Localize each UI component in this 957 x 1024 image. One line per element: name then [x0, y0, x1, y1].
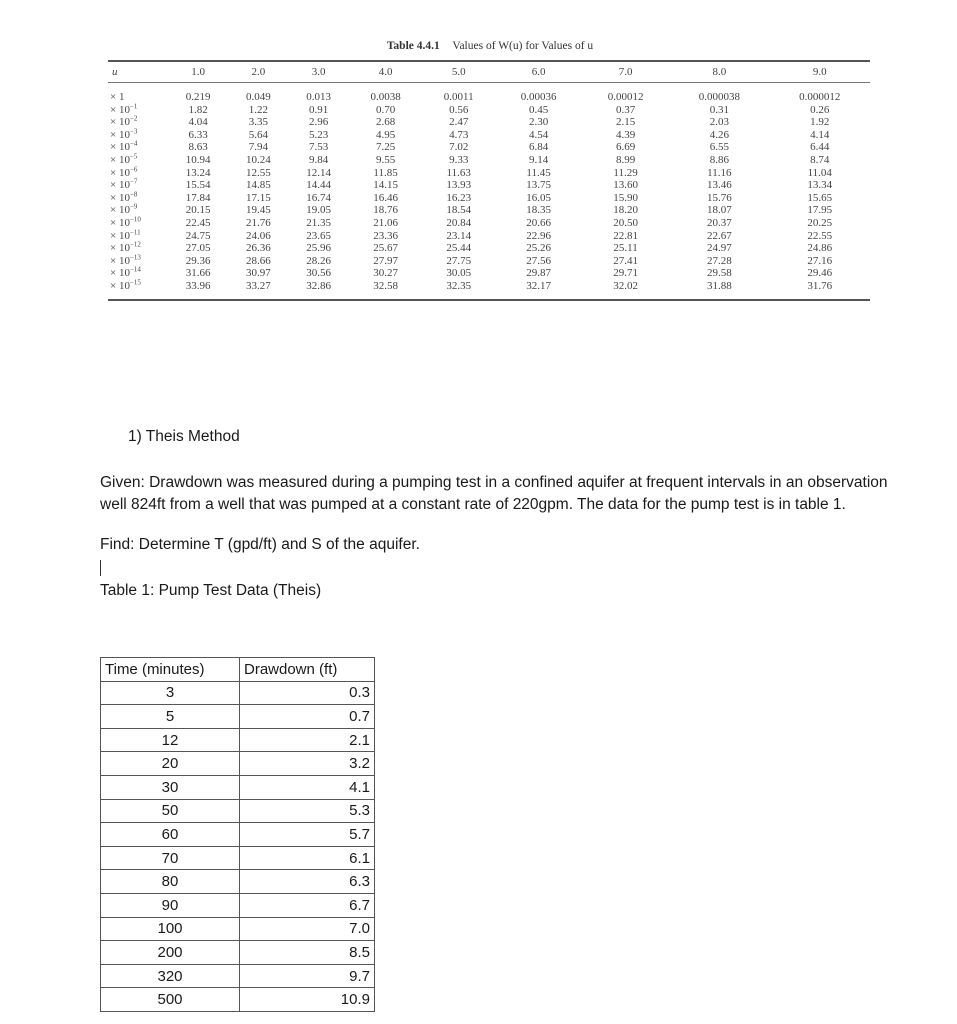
drawdown-cell: 6.1: [240, 846, 375, 870]
wu-value-cell: 4.54: [528, 128, 549, 141]
wu-u-factor-base: × 10: [110, 242, 130, 255]
wu-table-row: [108, 179, 870, 192]
wu-u-exponent: −10: [129, 215, 141, 224]
drawdown-cell: 5.7: [240, 823, 375, 847]
time-cell: 90: [101, 893, 240, 917]
wu-value-cell: 4.26: [709, 128, 729, 141]
wu-value-cell: 30.97: [246, 267, 271, 280]
wu-value-cell: 8.86: [709, 153, 729, 166]
wu-value-cell: 10.24: [246, 153, 271, 166]
wu-value-cell: 1.82: [188, 103, 208, 116]
wu-value-cell: 29.36: [185, 254, 211, 267]
pump-table-header-row: [101, 658, 375, 682]
time-cell: 320: [101, 964, 240, 988]
wu-value-cell: 22.55: [807, 229, 833, 242]
wu-u-factor: [108, 129, 168, 142]
wu-table-row: [108, 129, 870, 142]
problem-find: Find: Determine T (gpd/ft) and S of the aquifer.: [100, 536, 420, 553]
wu-table-row: [108, 204, 870, 217]
time-cell: 5: [101, 705, 240, 729]
wu-value-cell: 23.36: [373, 229, 398, 242]
wu-column-header: 8.0: [712, 66, 727, 78]
time-cell: 100: [101, 917, 240, 941]
wu-value-cell: 9.55: [375, 153, 396, 166]
wu-column-header: 1.0: [191, 66, 205, 78]
wu-value-cell: 20.50: [613, 216, 638, 229]
wu-value-cell: 1.92: [810, 116, 830, 129]
wu-value-cell: 25.67: [373, 242, 398, 255]
wu-value-cell: 27.16: [807, 254, 833, 267]
time-cell: 12: [101, 728, 240, 752]
wu-u-exponent: −6: [129, 164, 138, 173]
wu-value-cell: 27.56: [526, 254, 551, 267]
wu-u-exponent: −15: [129, 278, 141, 287]
drawdown-cell: 4.1: [240, 775, 375, 799]
wu-value-cell: 20.37: [706, 216, 732, 229]
wu-value-cell: 25.96: [306, 242, 331, 255]
wu-value-cell: 0.45: [528, 103, 549, 116]
wu-u-factor-base: × 1: [110, 91, 125, 103]
wu-value-cell: 2.96: [309, 116, 329, 129]
wu-value-cell: 6.33: [188, 128, 208, 141]
wu-value-cell: 0.70: [375, 103, 396, 116]
wu-u-factor-base: × 10: [110, 166, 130, 179]
wu-value-cell: 13.46: [706, 179, 732, 192]
wu-value-cell: 18.07: [706, 204, 732, 217]
pump-table-row: [101, 988, 375, 1012]
wu-table-row: [108, 141, 870, 154]
wu-value-cell: 27.97: [373, 254, 398, 267]
wu-value-cell: 27.75: [446, 254, 472, 267]
drawdown-cell: 9.7: [240, 964, 375, 988]
wu-value-cell: 6.44: [810, 141, 830, 154]
wu-u-factor-base: × 10: [110, 103, 130, 116]
wu-value-cell: 18.35: [526, 204, 551, 217]
time-cell: 30: [101, 775, 240, 799]
wu-value-cell: 27.05: [185, 242, 211, 255]
pump-table-row: [101, 893, 375, 917]
wu-value-cell: 4.14: [810, 128, 830, 141]
time-cell: 70: [101, 846, 240, 870]
wu-value-cell: 16.46: [373, 191, 398, 204]
wu-value-cell: 20.84: [446, 216, 472, 229]
wu-value-cell: 23.65: [306, 229, 331, 242]
wu-value-cell: 8.74: [810, 153, 830, 166]
wu-value-cell: 24.06: [246, 229, 271, 242]
wu-table-row: [108, 280, 870, 300]
wu-value-cell: 0.91: [309, 103, 329, 116]
wu-value-cell: 22.81: [613, 229, 638, 242]
wu-value-cell: 29.46: [807, 267, 833, 280]
wu-value-cell: 15.76: [706, 191, 732, 204]
wu-value-cell: 6.55: [709, 141, 729, 154]
drawdown-column-header: Drawdown (ft): [240, 658, 375, 682]
pump-table-row: [101, 917, 375, 941]
time-cell: 20: [101, 752, 240, 776]
wu-value-cell: 21.06: [373, 216, 398, 229]
wu-column-header: 9.0: [812, 66, 827, 78]
wu-u-factor: [108, 280, 168, 300]
wu-table-body: [108, 83, 870, 300]
wu-table-row: [108, 242, 870, 255]
wu-u-factor: [108, 101, 168, 117]
wu-value-cell: 24.97: [706, 242, 732, 255]
wu-value-cell: 0.56: [449, 103, 469, 116]
wu-u-exponent: −8: [129, 190, 138, 199]
wu-value-cell: 24.86: [807, 242, 833, 255]
wu-value-cell: 9.14: [528, 153, 549, 166]
wu-value-cell: 17.15: [246, 191, 271, 204]
wu-value-cell: 32.35: [446, 279, 472, 292]
wu-u-factor-base: × 10: [110, 153, 130, 166]
wu-value-cell: 7.53: [309, 141, 329, 154]
wu-column-header: 3.0: [311, 66, 326, 78]
wu-value-cell: 0.013: [306, 91, 331, 103]
wu-value-cell: 5.23: [309, 128, 329, 141]
wu-value-cell: 4.95: [375, 128, 396, 141]
wu-value-cell: 33.96: [185, 279, 211, 292]
wu-value-cell: 0.000038: [698, 91, 740, 103]
wu-u-factor-base: × 10: [110, 191, 130, 204]
wu-value-cell: 20.25: [807, 216, 833, 229]
wu-table-caption-text: Values of W(u) for Values of u: [452, 40, 594, 52]
wu-u-exponent: −1: [129, 101, 138, 110]
wu-u-exponent: −9: [129, 202, 138, 211]
wu-value-cell: 0.26: [810, 103, 830, 116]
wu-value-cell: 11.16: [707, 166, 732, 179]
wu-value-cell: 25.44: [446, 242, 472, 255]
wu-table-header-row: [108, 61, 870, 83]
problem-statement: [100, 428, 900, 618]
wu-value-cell: 22.45: [185, 216, 211, 229]
pump-test-table: [100, 657, 375, 1012]
wu-value-cell: 18.20: [613, 204, 638, 217]
wu-value-cell: 18.76: [373, 204, 398, 217]
wu-value-cell: 15.54: [185, 179, 211, 192]
wu-value-cell: 25.26: [526, 242, 551, 255]
wu-value-cell: 0.00036: [520, 91, 557, 103]
wu-value-cell: 28.26: [306, 254, 331, 267]
drawdown-cell: 2.1: [240, 728, 375, 752]
wu-value-cell: 11.29: [613, 166, 638, 179]
wu-value-cell: 3.35: [248, 116, 268, 129]
wu-u-exponent: −4: [129, 139, 138, 148]
wu-value-cell: 6.84: [528, 141, 549, 154]
wu-u-factor: [108, 141, 168, 154]
drawdown-cell: 7.0: [240, 917, 375, 941]
drawdown-cell: 3.2: [240, 752, 375, 776]
wu-u-exponent: −14: [129, 265, 141, 274]
wu-value-cell: 0.00012: [607, 91, 644, 103]
wu-value-cell: 0.37: [615, 103, 636, 116]
pump-table-row: [101, 870, 375, 894]
wu-table-row: [108, 116, 870, 129]
wu-table-row: [108, 230, 870, 243]
wu-value-cell: 33.27: [246, 279, 271, 292]
wu-column-header: 2.0: [251, 66, 266, 78]
wu-u-factor-base: × 10: [110, 279, 130, 292]
wu-value-cell: 8.99: [615, 153, 636, 166]
pump-table-row: [101, 846, 375, 870]
wu-value-cell: 32.02: [613, 279, 638, 292]
wu-value-cell: 11.85: [373, 166, 398, 179]
wu-value-cell: 4.73: [449, 128, 469, 141]
wu-column-header: 7.0: [618, 66, 633, 78]
wu-value-cell: 11.45: [526, 166, 551, 179]
wu-value-cell: 17.84: [185, 191, 211, 204]
problem-title: 1) Theis Method: [128, 428, 240, 445]
wu-u-factor-base: × 10: [110, 141, 130, 154]
pump-table-row: [101, 705, 375, 729]
wu-value-cell: 19.45: [246, 204, 271, 217]
wu-value-cell: 14.15: [373, 179, 398, 192]
drawdown-cell: 6.7: [240, 893, 375, 917]
wu-table-row: [108, 192, 870, 205]
wu-value-cell: 31.66: [185, 267, 211, 280]
wu-u-factor-base: × 10: [110, 116, 130, 129]
wu-value-cell: 2.15: [615, 116, 636, 129]
wu-value-cell: 29.71: [613, 267, 638, 280]
wu-value-cell: 20.15: [185, 204, 211, 217]
wu-value-cell: 0.31: [709, 103, 729, 116]
wu-value-cell: 1.22: [248, 103, 268, 116]
wu-value-cell: 32.86: [306, 279, 331, 292]
wu-u-factor: [108, 164, 168, 180]
wu-value-cell: 2.30: [528, 116, 549, 129]
wu-value-cell: 2.47: [449, 116, 469, 129]
wu-value-cell: 9.84: [309, 153, 329, 166]
wu-value-cell: 23.14: [446, 229, 472, 242]
drawdown-cell: 0.3: [240, 681, 375, 705]
wu-u-factor-base: × 10: [110, 179, 130, 192]
time-cell: 80: [101, 870, 240, 894]
wu-u-factor-base: × 10: [110, 254, 130, 267]
wu-table-row: [108, 217, 870, 230]
wu-u-factor: [108, 192, 168, 205]
wu-value-cell: 11.04: [807, 166, 832, 179]
wu-u-header: u: [112, 66, 118, 78]
wu-value-cell: 13.93: [446, 179, 472, 192]
wu-table-row: [108, 255, 870, 268]
wu-value-cell: 0.049: [246, 91, 271, 103]
wu-value-cell: 7.02: [449, 141, 469, 154]
wu-value-cell: 25.11: [613, 242, 638, 255]
pump-table-row: [101, 775, 375, 799]
wu-u-factor-base: × 10: [110, 216, 130, 229]
wu-u-exponent: −13: [129, 253, 141, 262]
wu-u-exponent: −12: [129, 240, 141, 249]
pump-table-row: [101, 799, 375, 823]
wu-value-cell: 30.56: [306, 267, 331, 280]
wu-value-cell: 27.41: [613, 254, 638, 267]
wu-value-cell: 32.17: [526, 279, 551, 292]
wu-value-cell: 7.94: [248, 141, 268, 154]
wu-u-factor-base: × 10: [110, 267, 130, 280]
wu-value-cell: 14.85: [246, 179, 271, 192]
pump-table-row: [101, 823, 375, 847]
wu-value-cell: 4.04: [188, 116, 208, 129]
wu-value-cell: 27.28: [706, 254, 732, 267]
wu-value-cell: 30.27: [373, 267, 398, 280]
pump-table-title: Table 1: Pump Test Data (Theis): [100, 582, 322, 599]
wu-value-cell: 4.39: [615, 128, 636, 141]
wu-value-cell: 6.69: [615, 141, 636, 154]
wu-table-number: Table 4.4.1: [386, 40, 440, 52]
wu-value-cell: 13.24: [185, 166, 211, 179]
wu-table-section: [108, 40, 872, 301]
wu-u-factor-base: × 10: [110, 128, 130, 141]
wu-value-cell: 20.66: [526, 216, 551, 229]
wu-column-header: 4.0: [378, 66, 393, 78]
wu-value-cell: 30.05: [446, 267, 472, 280]
wu-u-exponent: −2: [129, 114, 138, 123]
wu-value-cell: 8.63: [188, 141, 208, 154]
wu-u-factor: [108, 116, 168, 129]
time-cell: 500: [101, 988, 240, 1012]
wu-value-cell: 10.94: [185, 153, 211, 166]
wu-value-cell: 29.87: [526, 267, 551, 280]
drawdown-cell: 0.7: [240, 705, 375, 729]
problem-given: Given: Drawdown was measured during a pumping test in a confined aquifer at frequent intervals in an observation well 824ft from a well that was pumped at a constant rate of 220gpm. The data for the pump test is in table 1.: [100, 474, 888, 513]
wu-table-caption: [108, 40, 872, 52]
wu-value-cell: 16.74: [306, 191, 331, 204]
wu-u-exponent: −5: [129, 152, 138, 161]
wu-u-factor-base: × 10: [110, 204, 130, 217]
wu-value-cell: 0.219: [185, 91, 211, 103]
wu-value-cell: 24.75: [185, 229, 211, 242]
wu-value-cell: 0.000012: [799, 91, 841, 103]
wu-column-header: 6.0: [531, 66, 546, 78]
wu-value-cell: 13.75: [526, 179, 551, 192]
wu-value-cell: 2.68: [375, 116, 396, 129]
pump-table-row: [101, 964, 375, 988]
wu-u-factor: [108, 154, 168, 167]
wu-value-cell: 26.36: [246, 242, 271, 255]
wu-value-cell: 9.33: [449, 153, 469, 166]
wu-u-factor-base: × 10: [110, 229, 130, 242]
pump-table-row: [101, 752, 375, 776]
wu-table-row: [108, 104, 870, 117]
pump-table-row: [101, 681, 375, 705]
wu-value-cell: 12.55: [246, 166, 271, 179]
wu-value-cell: 11.63: [446, 166, 471, 179]
drawdown-cell: 5.3: [240, 799, 375, 823]
time-column-header: Time (minutes): [101, 658, 240, 682]
pump-table-row: [101, 728, 375, 752]
wu-value-cell: 13.60: [613, 179, 638, 192]
wu-table-row: [108, 83, 870, 104]
time-cell: 60: [101, 823, 240, 847]
wu-value-cell: 21.76: [246, 216, 271, 229]
pump-table-row: [101, 941, 375, 965]
wu-column-header: 5.0: [451, 66, 466, 78]
wu-u-factor: [108, 83, 168, 104]
wu-value-cell: 5.64: [248, 128, 268, 141]
wu-value-cell: 13.34: [807, 179, 833, 192]
time-cell: 200: [101, 941, 240, 965]
wu-table-row: [108, 167, 870, 180]
wu-u-exponent: −3: [129, 127, 138, 136]
text-cursor: [100, 560, 101, 576]
wu-u-factor: [108, 179, 168, 192]
wu-value-cell: 21.35: [306, 216, 331, 229]
wu-value-cell: 2.03: [709, 116, 729, 129]
wu-value-cell: 32.58: [373, 279, 398, 292]
wu-value-cell: 16.23: [446, 191, 472, 204]
time-cell: 3: [101, 681, 240, 705]
pump-table-body: [101, 681, 375, 1011]
wu-u-exponent: −11: [129, 227, 141, 236]
time-cell: 50: [101, 799, 240, 823]
wu-value-cell: 29.58: [706, 267, 732, 280]
wu-value-cell: 18.54: [446, 204, 472, 217]
wu-value-cell: 15.90: [613, 191, 638, 204]
wu-table-row: [108, 154, 870, 167]
wu-values-table: [108, 60, 870, 301]
wu-value-cell: 15.65: [807, 191, 833, 204]
wu-value-cell: 0.0038: [370, 91, 401, 103]
wu-value-cell: 31.76: [807, 279, 833, 292]
wu-value-cell: 12.14: [306, 166, 331, 179]
drawdown-cell: 8.5: [240, 941, 375, 965]
wu-value-cell: 17.95: [807, 204, 833, 217]
drawdown-cell: 10.9: [240, 988, 375, 1012]
wu-value-cell: 22.67: [706, 229, 732, 242]
wu-value-cell: 16.05: [526, 191, 551, 204]
wu-value-cell: 19.05: [306, 204, 331, 217]
wu-value-cell: 0.0011: [443, 91, 474, 103]
drawdown-cell: 6.3: [240, 870, 375, 894]
wu-value-cell: 7.25: [375, 141, 396, 154]
wu-value-cell: 14.44: [306, 179, 331, 192]
wu-value-cell: 28.66: [246, 254, 271, 267]
wu-value-cell: 31.88: [706, 279, 732, 292]
wu-value-cell: 22.96: [526, 229, 551, 242]
wu-u-exponent: −7: [129, 177, 138, 186]
wu-table-row: [108, 267, 870, 280]
